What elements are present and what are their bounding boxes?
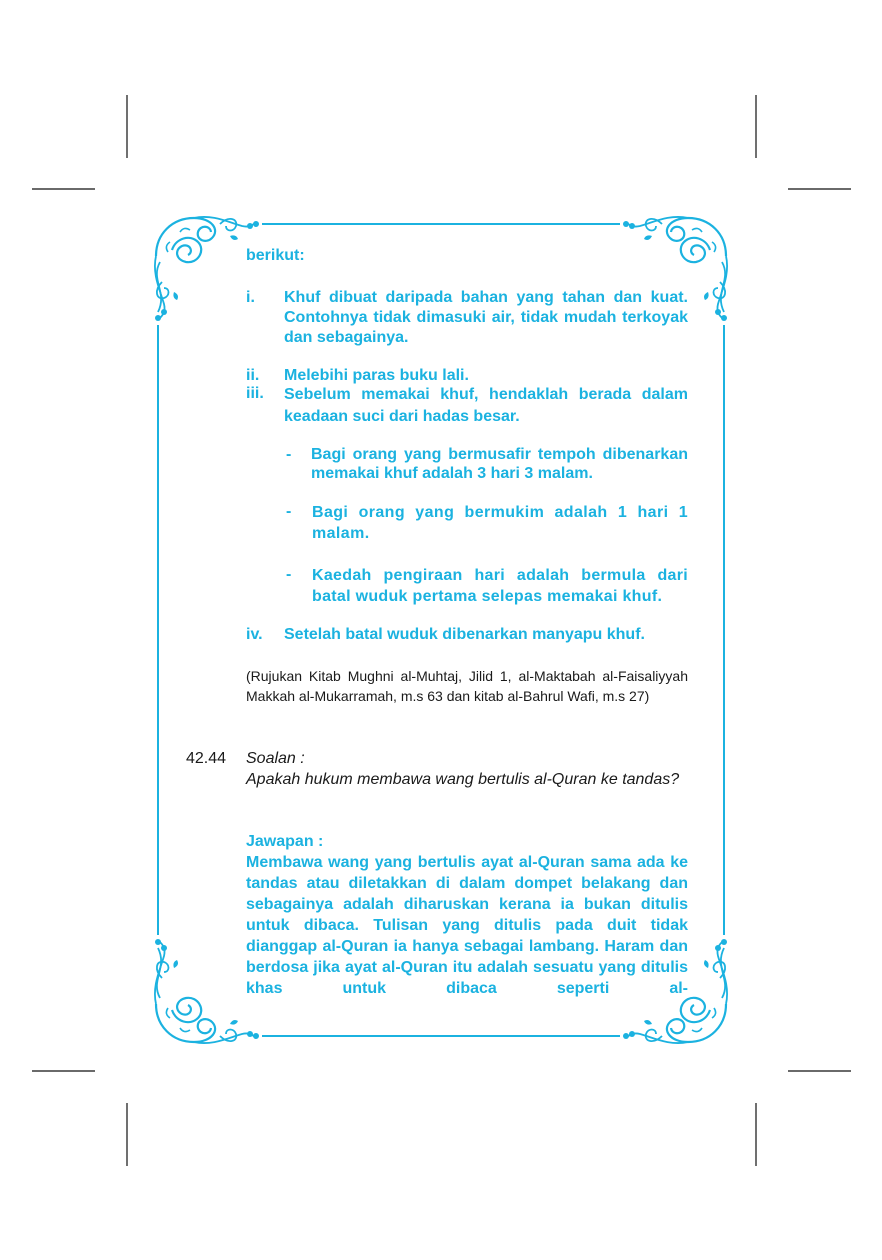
intro-text: berikut:: [246, 247, 305, 264]
subitem-marker-3: -: [286, 566, 292, 583]
item-text-i: Khuf dibuat daripada bahan yang tahan dan kuat. Contohnya tidak dimasuki air, tidak mudah terkoyak dan sebagainya.: [284, 289, 688, 346]
question-number: 42.44: [186, 750, 227, 767]
subitem-text-2: Bagi orang yang bermukim adalah 1 hari 1 malam.: [312, 504, 688, 542]
answer-text: Membawa wang yang bertulis ayat al-Quran sama ada ke tandas atau diletakkan di dalam dompet belakang dan sebagainya adalah diharuskan kerana ia bukan ditulis untuk dibaca. Tulisan yang ditulis pada duit tidak dianggap al-Quran ia hanya sebagai lambang. Haram dan berdosa jika ayat al-Quran itu adalah sesuatu yang ditulis khas untuk dibaca seperti al-: [246, 854, 688, 997]
answer-label: Jawapan :: [246, 833, 324, 850]
question-text: Apakah hukum membawa wang bertulis al-Quran ke tandas?: [246, 771, 680, 788]
subitem-text-1: Bagi orang yang bermusafir tempoh dibenarkan memakai khuf adalah 3 hari 3 malam.: [311, 446, 688, 482]
subitem-marker-1: -: [286, 446, 292, 463]
item-marker-i: i.: [246, 289, 255, 306]
item-text-ii: Melebihi paras buku lali.: [284, 367, 469, 384]
reference-note: (Rujukan Kitab Mughni al-Muhtaj, Jilid 1, al-Maktabah al-Faisaliyyah Makkah al-Mukarramah, m.s 63 dan kitab al-Bahrul Wafi, m.s 27): [246, 668, 688, 704]
subitem-text-3: Kaedah pengiraan hari adalah bermula dari batal wuduk pertama selepas memakai khuf.: [312, 567, 688, 605]
item-marker-ii: ii.: [246, 367, 260, 384]
corner-top-left-icon: [155, 217, 256, 318]
item-text-iii: Sebelum memakai khuf, hendaklah berada dalam keadaan suci dari hadas besar.: [284, 386, 688, 425]
subitem-marker-2: -: [286, 503, 292, 520]
item-marker-iv: iv.: [246, 626, 263, 643]
corner-bottom-left-icon: [155, 942, 256, 1043]
item-marker-iii: iii.: [246, 385, 264, 402]
item-text-iv: Setelah batal wuduk dibenarkan manyapu khuf.: [284, 626, 645, 643]
question-label: Soalan :: [246, 750, 305, 767]
